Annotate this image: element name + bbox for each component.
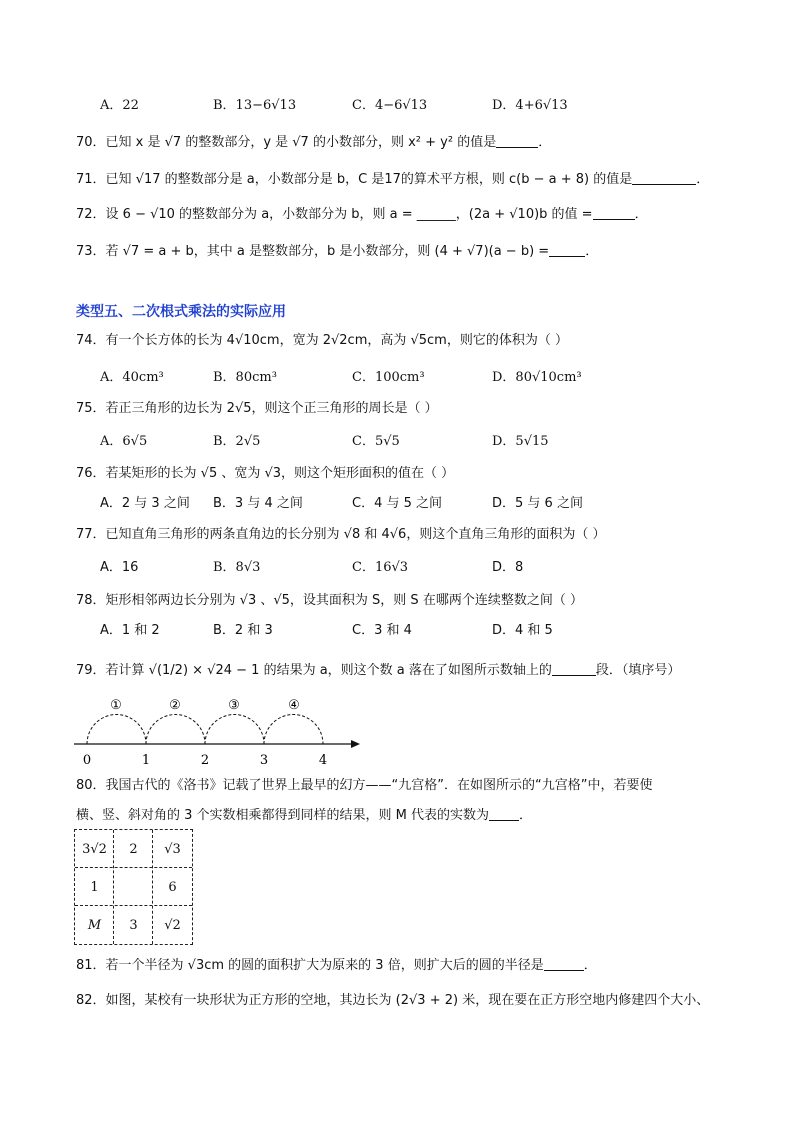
q69-option-c: C．4−6√13 [352,98,428,113]
q72-text: 72．设 6 − √10 的整数部分为 a，小数部分为 b，则 a = ______，(2a + √10)b 的值 = [76,207,593,222]
segment-arc-3 [205,715,264,745]
magic-cell: 3√2 [82,841,107,857]
q77-stem: 77．已知直角三角形的两条直角边的长分别为 √8 和 4√6，则这个直角三角形的面积为（ ） [76,527,606,542]
section-heading: 类型五、二次根式乘法的实际应用 [76,304,286,320]
segment-label-1: ① [110,698,122,713]
question-71: 71．已知 √17 的整数部分是 a，小数部分是 b，C 是17的算术平方根，则 c(b − a + 8) 的值是 ． [76,172,710,187]
segment-label-4: ④ [288,698,300,713]
q74-option-b: B．80cm³ [213,370,277,385]
magic-cell-m: M [87,917,102,933]
magic-cell: √2 [164,917,181,933]
question-81: 81．若一个半径为 √3cm 的圆的面积扩大为原来的 3 倍，则扩大后的圆的半径是 ． [76,958,597,973]
q69-option-a: A．22 [100,98,139,113]
q69-option-b: B．13−6√13 [213,98,297,113]
segment-label-3: ③ [228,698,240,713]
q74-option-a: A．40cm³ [100,370,164,385]
q74-stem: 74．有一个长方体的长为 4√10cm，宽为 2√2cm，高为 √5cm，则它的体积为（ ） [76,333,568,348]
q78-option-a: A．1 和 2 [100,623,160,638]
q80-answer-blank[interactable] [489,806,519,821]
tick-label-0: 0 [82,753,92,768]
q77-option-c: C．16√3 [352,560,409,575]
segment-label-2: ② [169,698,181,713]
magic-cell: √3 [164,841,181,857]
q79-answer-blank[interactable] [552,661,596,676]
q80-line-2: 横、竖、斜对角的 3 个实数相乘都得到同样的结果，则 M 代表的实数为 ． [76,808,533,823]
q79-tail: 段．（填序号） [595,663,681,678]
q80-line-1: 80．我国古代的《洛书》记载了世界上最早的幻方——“九宫格”．在如图所示的“九宫格”中，若要使 [76,778,653,793]
q81-answer-blank[interactable] [544,956,584,971]
q75-option-a: A．6√5 [100,434,148,449]
q79-text: 79．若计算 √(1/2) × √24 − 1 的结果为 a，则这个数 a 落在了如图所示数轴上的 [76,663,552,678]
question-70: 70．已知 x 是 √7 的整数部分，y 是 √7 的小数部分，则 x² + y² 的值是 ． [76,135,552,150]
magic-cell: 3 [129,917,138,933]
tick-label-3: 3 [259,753,269,768]
magic-cell-empty [114,868,153,906]
q76-option-c: C．4 与 5 之间 [352,496,443,511]
q69-option-d: D．4+6√13 [492,98,568,113]
q76-option-b: B．3 与 4 之间 [213,496,303,511]
q75-option-b: B．2√5 [213,434,261,449]
q71-answer-blank[interactable] [632,170,696,185]
tick-label-4: 4 [318,753,328,768]
q78-option-b: B．2 和 3 [213,623,273,638]
q78-option-c: C．3 和 4 [352,623,412,638]
axis-arrow-icon [351,740,360,748]
question-73: 73．若 √7 = a + b，其中 a 是整数部分，b 是小数部分，则 (4 + √7)(a − b) = ． [76,244,599,259]
question-79 [76,660,680,682]
tick-label-1: 1 [141,753,151,768]
q75-option-c: C．5√5 [352,434,400,449]
q71-text: 71．已知 √17 的整数部分是 a，小数部分是 b，C 是17的算术平方根，则 c(b − a + 8) 的值是 [76,172,633,187]
q78-stem: 78．矩形相邻两边长分别为 √3 、√5，设其面积为 S，则 S 在哪两个连续整数之间（ ） [76,593,583,608]
q75-stem: 75．若正三角形的边长为 2√5，则这个正三角形的周长是（ ） [76,401,438,416]
segment-arc-1 [87,715,146,745]
segment-arc-2 [146,715,205,744]
q77-option-b: B．8√3 [213,560,261,575]
q80-text: 横、竖、斜对角的 3 个实数相乘都得到同样的结果，则 M 代表的实数为 [76,808,490,823]
magic-square-grid [74,829,193,945]
q73-answer-blank[interactable] [549,242,585,257]
q77-option-a: A．16 [100,560,139,575]
number-line-figure [70,692,370,770]
q77-option-d: D．8 [492,560,524,575]
q76-option-d: D．5 与 6 之间 [492,496,583,511]
q81-text: 81．若一个半径为 √3cm 的圆的面积扩大为原来的 3 倍，则扩大后的圆的半径是 [76,958,544,973]
q75-option-d: D．5√15 [492,434,549,449]
q70-answer-blank[interactable] [496,133,538,148]
segment-arc-4 [264,715,323,745]
q74-option-d: D．80√10cm³ [492,370,582,385]
magic-cell: 6 [168,879,177,895]
question-82: 82．如图，某校有一块形状为正方形的空地，其边长为 (2√3 + 2) 米，现在要在正方形空地内修建四个大小、 [76,993,710,1008]
q76-option-a: A．2 与 3 之间 [100,496,190,511]
magic-cell: 2 [129,841,138,857]
tick-label-2: 2 [200,753,210,768]
q70-text: 70．已知 x 是 √7 的整数部分，y 是 √7 的小数部分，则 x² + y² 的值是 [76,135,497,150]
q73-text: 73．若 √7 = a + b，其中 a 是整数部分，b 是小数部分，则 (4 + √7)(a − b) = [76,244,550,259]
magic-cell: 1 [90,879,99,895]
q72-answer-blank[interactable] [593,205,635,220]
q78-option-d: D．4 和 5 [492,623,553,638]
question-72: 72．设 6 − √10 的整数部分为 a，小数部分为 b，则 a = ______，(2a + √10)b 的值 = ． [76,207,648,222]
q74-option-c: C．100cm³ [352,370,425,385]
q76-stem: 76．若某矩形的长为 √5 、宽为 √3，则这个矩形面积的值在（ ） [76,466,455,481]
